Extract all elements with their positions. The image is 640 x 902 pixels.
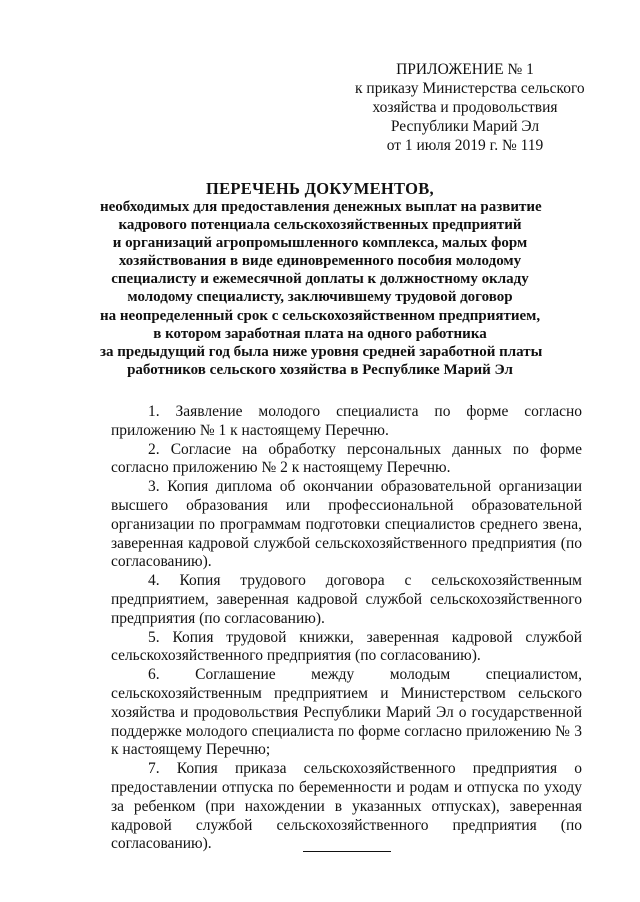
title-line: за предыдущий год была ниже уровня средней заработной платы xyxy=(100,343,543,360)
appendix-line: Республики Марий Эл xyxy=(390,118,540,135)
title-line: молодому специалисту, заключившему трудовой договор xyxy=(127,289,513,306)
list-item: 3. Копия диплома об окончании образовательной организации высшего образования или профессиональной образовательной организации по программам подготовки специалистов среднего звена, заверенная кадровой службой сельскохозяйственного предприятия (по согласованию). xyxy=(111,478,582,571)
title-line: кадрового потенциала сельскохозяйственных предприятий xyxy=(118,217,522,234)
list-item: 7. Копия приказа сельскохозяйственного предприятия о предоставлении отпуска по беременности и родам и отпуска по уходу за ребенком (при нахождении в указанных отпусках), заверенная кадровой службой сельскохозяйственного предприятия (по согласованию). xyxy=(111,760,582,853)
appendix-header xyxy=(355,60,585,155)
list-item: 5. Копия трудовой книжки, заверенная кадровой службой сельскохозяйственного предприятия (по согласованию). xyxy=(111,628,582,665)
title-line: необходимых для предоставления денежных выплат на развитие xyxy=(100,199,542,215)
document-title xyxy=(100,179,543,379)
title-line: в котором заработная плата на одного работника xyxy=(153,325,487,342)
title-line: специалисту и ежемесячной доплаты к должностному окладу xyxy=(111,271,529,288)
list-item: 6. Соглашение между молодым специалистом, сельскохозяйственным предприятием и Министерством сельского хозяйства и продовольствия Республики Марий Эл о государственной поддержке молодого специалиста по форме согласно приложению № 3 к настоящему Перечню; xyxy=(111,666,582,759)
title-line: и организаций агропромышленного комплекса, малых форм xyxy=(112,235,528,252)
list-item: 2. Согласие на обработку персональных данных по форме согласно приложению № 2 к настоящему Перечню. xyxy=(111,440,582,477)
appendix-date: от 1 июля 2019 г. № 119 xyxy=(386,137,544,154)
appendix-line: хозяйства и продовольствия xyxy=(372,99,558,116)
title-heading: ПЕРЕЧЕНЬ ДОКУМЕНТОВ, xyxy=(205,179,434,198)
appendix-line: к приказу Министерства сельского xyxy=(355,80,585,97)
document-list xyxy=(111,403,582,854)
title-line: работников сельского хозяйства в Республике Марий Эл xyxy=(127,361,513,378)
title-line: хозяйствования в виде единовременного пособия молодому xyxy=(118,253,522,270)
end-divider xyxy=(303,851,391,852)
list-item: 1. Заявление молодого специалиста по форме согласно приложению № 1 к настоящему Перечню. xyxy=(111,403,582,439)
list-item: 4. Копия трудового договора с сельскохозяйственным предприятием, заверенная кадровой службой сельскохозяйственного предприятия (по согласованию). xyxy=(111,572,582,627)
title-line: на неопределенный срок с сельскохозяйственном предприятием, xyxy=(100,307,541,324)
appendix-number: ПРИЛОЖЕНИЕ № 1 xyxy=(396,61,534,78)
